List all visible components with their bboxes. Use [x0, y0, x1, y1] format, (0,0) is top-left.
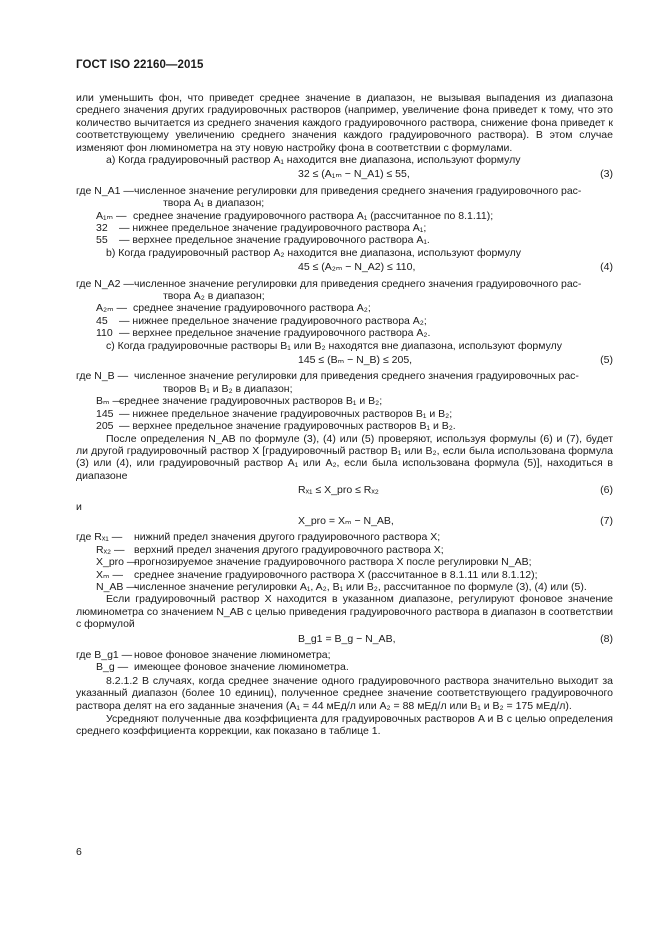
- definition-label: Xₘ —: [96, 568, 123, 581]
- definition-text: численное значение регулировки для приведения среднего значения градуировочного рас-: [134, 277, 582, 290]
- definition-a1m: [76, 210, 613, 222]
- definition-label: 45: [96, 314, 108, 327]
- definition-na2-continued: твора A₂ в диапазон;: [163, 290, 265, 303]
- definition-label: 55: [96, 234, 108, 247]
- formula-7-expression: X_pro = Xₘ − N_AB,: [298, 514, 394, 527]
- definition-text: численное значение регулировки для приведения среднего значения градуировочных рас-: [134, 370, 579, 383]
- adjust-paragraph: Если градуировочный раствор X находится в указанном диапазоне, регулируют фоновое значение люминометра со значением N_AB с целью приведения градуировочного раствора в диапазон в соответствии с формулой: [76, 593, 613, 631]
- definition-rx2: [76, 544, 613, 556]
- definition-na2: [76, 278, 613, 290]
- formula-5-expression: 145 ≤ (Bₘ − N_B) ≤ 205,: [298, 354, 413, 367]
- definition-label: где N_A2 —: [76, 277, 134, 290]
- definition-45: [76, 315, 613, 327]
- definition-label: где Rₓ₁ —: [76, 531, 123, 544]
- definition-label: где B_g1 —: [76, 648, 133, 661]
- definition-xm: [76, 569, 613, 581]
- conjunction-and: и: [76, 500, 82, 513]
- formula-6: [76, 483, 613, 498]
- definition-a2m: [76, 302, 613, 314]
- formula-8: [76, 632, 613, 647]
- definition-bg: [76, 661, 613, 673]
- definition-label: 205: [96, 420, 114, 433]
- definition-110: [76, 327, 613, 339]
- definition-text: — верхнее предельное значение градуировочного раствора A₂.: [119, 327, 431, 340]
- definition-label: где N_B —: [76, 370, 129, 383]
- definition-label: A₂ₘ —: [96, 302, 128, 315]
- formula-6-expression: Rₓ₁ ≤ X_pro ≤ Rₓ₂: [298, 484, 379, 497]
- final-paragraph: Усредняют полученные два коэффициента для градуировочных растворов A и B с целью определения среднего коэффициента коррекции, как показано в таблице 1.: [76, 713, 613, 738]
- definition-label: Bₘ —: [96, 395, 123, 408]
- formula-6-number: (6): [600, 484, 613, 497]
- definition-label: 110: [96, 327, 113, 340]
- formula-3-expression: 32 ≤ (A₁ₘ − N_A1) ≤ 55,: [298, 168, 410, 181]
- formula-3-number: (3): [600, 168, 613, 181]
- definition-label: Rₓ₂ —: [96, 543, 125, 556]
- definition-text: среднее значение градуировочных растворов B₁ и B₂;: [119, 395, 383, 408]
- definition-text: среднее значение градуировочного раствора A₂;: [133, 302, 371, 315]
- definition-rx1: [76, 531, 613, 543]
- definition-text: прогнозируемое значение градуировочного раствора X после регулировки N_AB;: [134, 556, 532, 569]
- definition-text: верхний предел значения другого градуировочного раствора X;: [134, 543, 444, 556]
- definition-na1-continued: твора A₁ в диапазон;: [163, 197, 265, 210]
- definition-text: нижний предел значения другого градуировочного раствора X;: [134, 531, 441, 544]
- definition-label: B_g —: [96, 661, 129, 674]
- definition-text: — верхнее предельное значение градуировочных растворов B₁ и B₂.: [119, 420, 456, 433]
- definition-xpro: [76, 556, 613, 568]
- definition-text: среднее значение градуировочного раствора A₁ (рассчитанное по 8.1.11);: [133, 209, 494, 222]
- definition-55: [76, 234, 613, 246]
- definition-32: [76, 222, 613, 234]
- document-header: ГОСТ ISO 22160—2015: [76, 59, 204, 71]
- definition-label: 145: [96, 407, 114, 420]
- definition-label: A₁ₘ —: [96, 209, 127, 222]
- case-c-intro: c) Когда градуировочные растворы B₁ или B₂ находятся вне диапазона, используют формулу: [106, 339, 563, 352]
- definition-bg1: [76, 649, 613, 661]
- formula-4: [76, 260, 613, 275]
- page-number: 6: [76, 846, 82, 858]
- definition-bm: [76, 395, 613, 407]
- definition-text: новое фоновое значение люминометра;: [134, 648, 331, 661]
- check-paragraph: После определения N_AB по формуле (3), (4) или (5) проверяют, используя формулы (6) и (7), будет ли другой градуировочный раствор X [градуировочный раствор B₁ или B₂, если была использована формула (3) или (4), или градуировочный раствор A₁ или A₂, если была использована формула (5)], находиться в диапазоне: [76, 432, 613, 482]
- definition-na1: [76, 185, 613, 197]
- formula-3: [76, 167, 613, 182]
- definition-label: N_AB —: [96, 580, 137, 593]
- formula-4-expression: 45 ≤ (A₂ₘ − N_A2) ≤ 110,: [298, 261, 416, 274]
- definition-text: среднее значение градуировочного раствора X (рассчитанное в 8.1.11 или 8.1.12);: [134, 568, 538, 581]
- formula-8-expression: B_g1 = B_g − N_AB,: [298, 632, 396, 645]
- formula-7: [76, 514, 613, 529]
- section-8212-paragraph: 8.2.1.2 В случаях, когда среднее значение одного градуировочного раствора значительно выходит за указанный диапазон (более 10 единиц), полученное среднее значение соответствующего градуировочного раствора делят на его заданные значения (A₁ = 44 мЕд/л или A₂ = 88 мЕд/л или B₁ и B₂ = 175 мЕд/л).: [76, 674, 613, 712]
- definition-text: численное значение регулировки для приведения среднего значения градуировочного рас-: [134, 184, 582, 197]
- definition-text: имеющее фоновое значение люминометра.: [134, 661, 349, 674]
- definition-text: — нижнее предельное значение градуировочного раствора A₂;: [119, 314, 427, 327]
- definition-text: — нижнее предельное значение градуировочных растворов B₁ и B₂;: [119, 407, 453, 420]
- definition-label: 32: [96, 222, 108, 235]
- definition-nab: [76, 581, 613, 593]
- document-body: [76, 92, 613, 738]
- formula-5: [76, 353, 613, 368]
- definition-205: [76, 420, 613, 432]
- intro-paragraph: или уменьшить фон, что приведет среднее значение в диапазон, не вызывая выпадения из диапазона среднего значения других градуировочных растворов (например, увеличение фона приведет к тому, что это количество вычитается из среднего значения каждого градуировочного раствора, снижение фона приведет к соответствующему увеличению среднего значения каждого градуировочного раствора). В этом случае изменяют фон люминометра на эту новую настройку фона в соответствии с формулами.: [76, 92, 613, 154]
- definition-text: — верхнее предельное значение градуировочного раствора A₁.: [119, 234, 430, 247]
- case-a-intro: a) Когда градуировочный раствор A₁ находится вне диапазона, используют формулу: [106, 154, 521, 167]
- formula-4-number: (4): [600, 261, 613, 274]
- definition-145: [76, 408, 613, 420]
- formula-5-number: (5): [600, 354, 613, 367]
- definition-label: где N_A1 —: [76, 184, 134, 197]
- definition-nb-continued: творов B₁ и B₂ в диапазон;: [163, 382, 293, 395]
- formula-7-number: (7): [600, 514, 613, 527]
- definition-text: численное значение регулировки A₁, A₂, B₁ или B₂, рассчитанное по формуле (3), (4) или (5).: [134, 580, 587, 593]
- definition-label: X_pro —: [96, 556, 138, 569]
- definition-nb: [76, 370, 613, 382]
- formula-8-number: (8): [600, 632, 613, 645]
- case-b-intro: b) Когда градуировочный раствор A₂ находится вне диапазона, используют формулу: [106, 246, 522, 259]
- definition-text: — нижнее предельное значение градуировочного раствора A₁;: [119, 222, 427, 235]
